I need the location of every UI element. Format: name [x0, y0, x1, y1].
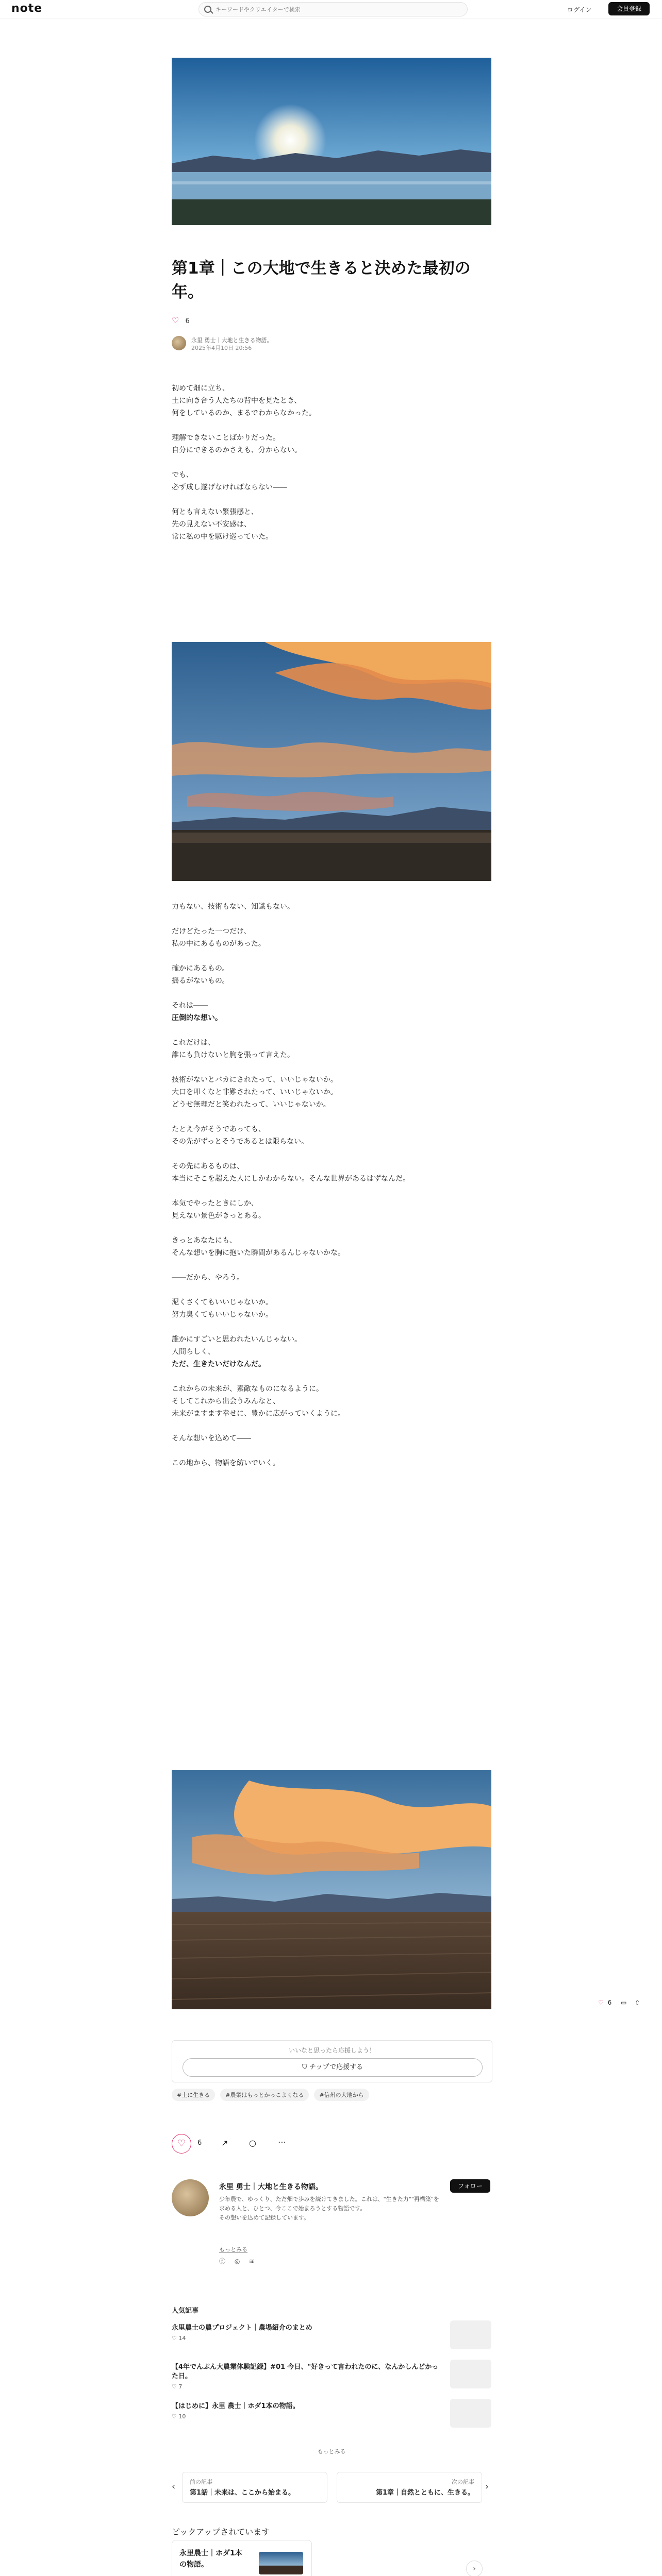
comment-icon[interactable]: ○: [249, 2138, 256, 2148]
login-link[interactable]: ログイン: [567, 6, 592, 13]
popular-item-thumbnail: [450, 2360, 491, 2388]
author-row: [172, 335, 491, 352]
picked-title: ピックアップされています: [172, 2527, 270, 2537]
heart-icon[interactable]: ♡: [172, 2335, 177, 2342]
publish-date: 2025年4月10日 20:56: [191, 345, 252, 351]
popular-item-thumbnail: [450, 2320, 491, 2349]
article-nav: [172, 2472, 491, 2503]
tag-chip[interactable]: #土に生きる: [172, 2089, 215, 2101]
heart-icon[interactable]: ♡: [172, 2413, 177, 2420]
profile-bio: 少年農で、ゆっくり、ただ畑で歩みを続けてきました。これは、"生きた力""再構築"を求める人と、ひとつ、今ここで始まろうとする物語です。 その想いを込めて記録しています。: [219, 2196, 439, 2221]
picked-card-thumbnail: [259, 2552, 303, 2574]
like-button[interactable]: ♡: [172, 2134, 191, 2154]
profile-name[interactable]: 永里 勇士｜大地と生きる物語。: [219, 2183, 323, 2191]
instagram-icon[interactable]: ◎: [234, 2258, 240, 2265]
popular-item[interactable]: [172, 2360, 491, 2393]
picked-card-title: 永里農士｜ホダ1本の物語。: [179, 2549, 242, 2569]
article-title: 第1章｜この大地で生きると決めた最初の年。: [172, 259, 471, 301]
author-name[interactable]: 永里 勇士｜大地と生きる物語。: [191, 337, 273, 344]
paragraph: 確かにあるもの。 揺るがないもの。: [172, 964, 229, 985]
paragraph: そんな想いを込めて――: [172, 1434, 251, 1443]
paragraph: 力もない、技術もない、知識もない。: [172, 903, 294, 911]
note-logo[interactable]: note: [11, 2, 43, 15]
popular-item-thumbnail: [450, 2399, 491, 2428]
popular-item-stats: [172, 2413, 186, 2420]
picked-card[interactable]: [172, 2540, 312, 2576]
paragraph: 理解できないことばかりだった。 自分にできるのかさえも、分からない。: [172, 434, 302, 454]
paragraph: その先にあるものは、 本当にそこを超えた人にしかわからない。そんな世界があるはずなんだ。: [172, 1162, 410, 1183]
prev-title: 第1話｜未来は、ここから始まる。: [190, 2489, 295, 2497]
search-bar[interactable]: [198, 2, 468, 16]
paragraph: 泥くさくてもいいじゃないか。 努力臭くてもいいじゃないか。: [172, 1298, 273, 1319]
tip-button[interactable]: [183, 2058, 483, 2077]
top-bar: [0, 0, 662, 19]
more-icon[interactable]: ⋯: [278, 2137, 286, 2147]
tip-button-label: チップで応援する: [309, 2063, 363, 2071]
paragraph: 初めて畑に立ち、 土に向き合う人たちの背中を見たとき、 何をしているのか、まるでわからなかった。: [172, 384, 316, 417]
tag-chip[interactable]: #信州の大地から: [314, 2089, 369, 2101]
popular-more-link[interactable]: もっとみる: [317, 2448, 346, 2455]
popular-item[interactable]: [172, 2399, 491, 2432]
floating-share-icon[interactable]: ⇧: [635, 1999, 640, 2006]
social-icons: [219, 2257, 254, 2265]
popular-item-stats: [172, 2383, 182, 2390]
article-like-row: [172, 315, 491, 326]
paragraph: 技術がないとバカにされたって、いいじゃないか。 大口を叩くなと非難されたって、いいじゃないか。 どうせ無理だと笑われたって、いいじゃないか。: [172, 1076, 338, 1109]
rss-icon[interactable]: ≋: [249, 2258, 255, 2265]
floating-heart-icon[interactable]: ♡: [598, 1999, 604, 2006]
popular-section: [172, 2305, 491, 2315]
paragraph: それは――: [172, 1002, 208, 1010]
paragraph: きっとあなたにも、 そんな想いを胸に抱いた瞬間があるんじゃないかな。: [172, 1236, 345, 1257]
action-row: [172, 2134, 491, 2155]
article-body-1: [172, 382, 491, 555]
paragraph: 誰かにすごいと思われたいんじゃない。 人間らしく、: [172, 1335, 302, 1356]
paragraph: だけどたった一つだけ、 私の中にあるものがあった。: [172, 927, 266, 948]
profile-avatar[interactable]: [172, 2179, 209, 2216]
heart-icon[interactable]: ♡: [172, 2383, 177, 2390]
paragraph: この地から、物語を紡いでいく。: [172, 1459, 280, 1467]
article-body-2: [172, 901, 491, 1482]
share-icon[interactable]: ↗: [221, 2138, 228, 2148]
floating-like-count: 6: [607, 1999, 612, 2006]
next-arrow-icon[interactable]: ›: [485, 2481, 489, 2492]
paragraph: たとえ今がそうであっても、 その先がずっとそうであるとは限らない。: [172, 1125, 309, 1146]
picked-next-icon[interactable]: ›: [466, 2561, 483, 2576]
article-like-count: 6: [185, 317, 190, 325]
paragraph: 何とも言えない緊張感と、 先の見えない不安感は、 常に私の中を駆け巡っていた。: [172, 508, 273, 541]
heart-icon[interactable]: ♡: [172, 315, 179, 325]
paragraph: 本気でやったときにしか、 見えない景色がきっとある。: [172, 1199, 266, 1220]
tag-list: [172, 2089, 491, 2101]
hero-image: [172, 58, 491, 225]
signup-button[interactable]: 会員登録: [608, 2, 650, 15]
tip-icon: ⛉: [302, 2063, 309, 2071]
profile-more-link[interactable]: もっとみる: [219, 2246, 247, 2253]
prev-arrow-icon[interactable]: ‹: [172, 2481, 176, 2492]
paragraph: ただ、生きたいだけなんだ。: [172, 1360, 266, 1368]
paragraph: ――だから、やろう。: [172, 1274, 244, 1282]
sunset-clouds-image: [172, 642, 491, 881]
search-icon: [204, 6, 211, 13]
floating-actions: [598, 1999, 650, 2009]
popular-item-count: 7: [178, 2383, 183, 2390]
profile-card: [172, 2179, 491, 2282]
popular-item-count: 14: [178, 2335, 186, 2342]
tip-label: いいなと思ったら応援しよう！: [288, 2047, 375, 2054]
popular-item-title: 【はじめに】永里 農士｜ホダ1本の物語。: [172, 2402, 300, 2410]
prev-label: 前の記事: [190, 2479, 212, 2485]
popular-item-title: 【4年でんぷん大農業体験記録】#01 今日、"好きって言われたのに、なんかしんどかった日。: [172, 2363, 439, 2380]
search-input[interactable]: [214, 4, 459, 14]
prev-article-card[interactable]: [182, 2472, 327, 2503]
popular-title: 人気記事: [172, 2307, 199, 2315]
facebook-icon[interactable]: ⓕ: [219, 2258, 226, 2265]
popular-item-count: 10: [178, 2413, 186, 2420]
popular-item-stats: [172, 2335, 186, 2342]
author-avatar[interactable]: [172, 336, 186, 350]
field-sunset-image: [172, 1770, 491, 2009]
next-label: 次の記事: [452, 2479, 474, 2485]
tip-box: [172, 2040, 492, 2082]
paragraph: 圧倒的な想い。: [172, 1014, 222, 1022]
paragraph: これだけは、 誰にも負けないと胸を張って言えた。: [172, 1039, 294, 1059]
popular-item-title: 永里農士の農プロジェクト｜農場紹介のまとめ: [172, 2324, 312, 2332]
next-title: 第1章｜自然とともに、生きる。: [375, 2489, 474, 2497]
floating-comment-icon[interactable]: ▭: [621, 1999, 627, 2006]
paragraph: これからの未来が、素敵なものになるように。 そしてこれから出会うみんなと、 未来がますます幸せに、豊かに広がっていくように。: [172, 1385, 345, 1418]
popular-item[interactable]: [172, 2320, 491, 2353]
action-like-count: 6: [197, 2139, 202, 2147]
paragraph: でも、 必ず成し遂げなければならない――: [172, 471, 287, 492]
next-article-card[interactable]: [337, 2472, 482, 2503]
tag-chip[interactable]: #農業はもっとかっこよくなる: [220, 2089, 309, 2101]
follow-button[interactable]: フォロー: [450, 2179, 490, 2193]
